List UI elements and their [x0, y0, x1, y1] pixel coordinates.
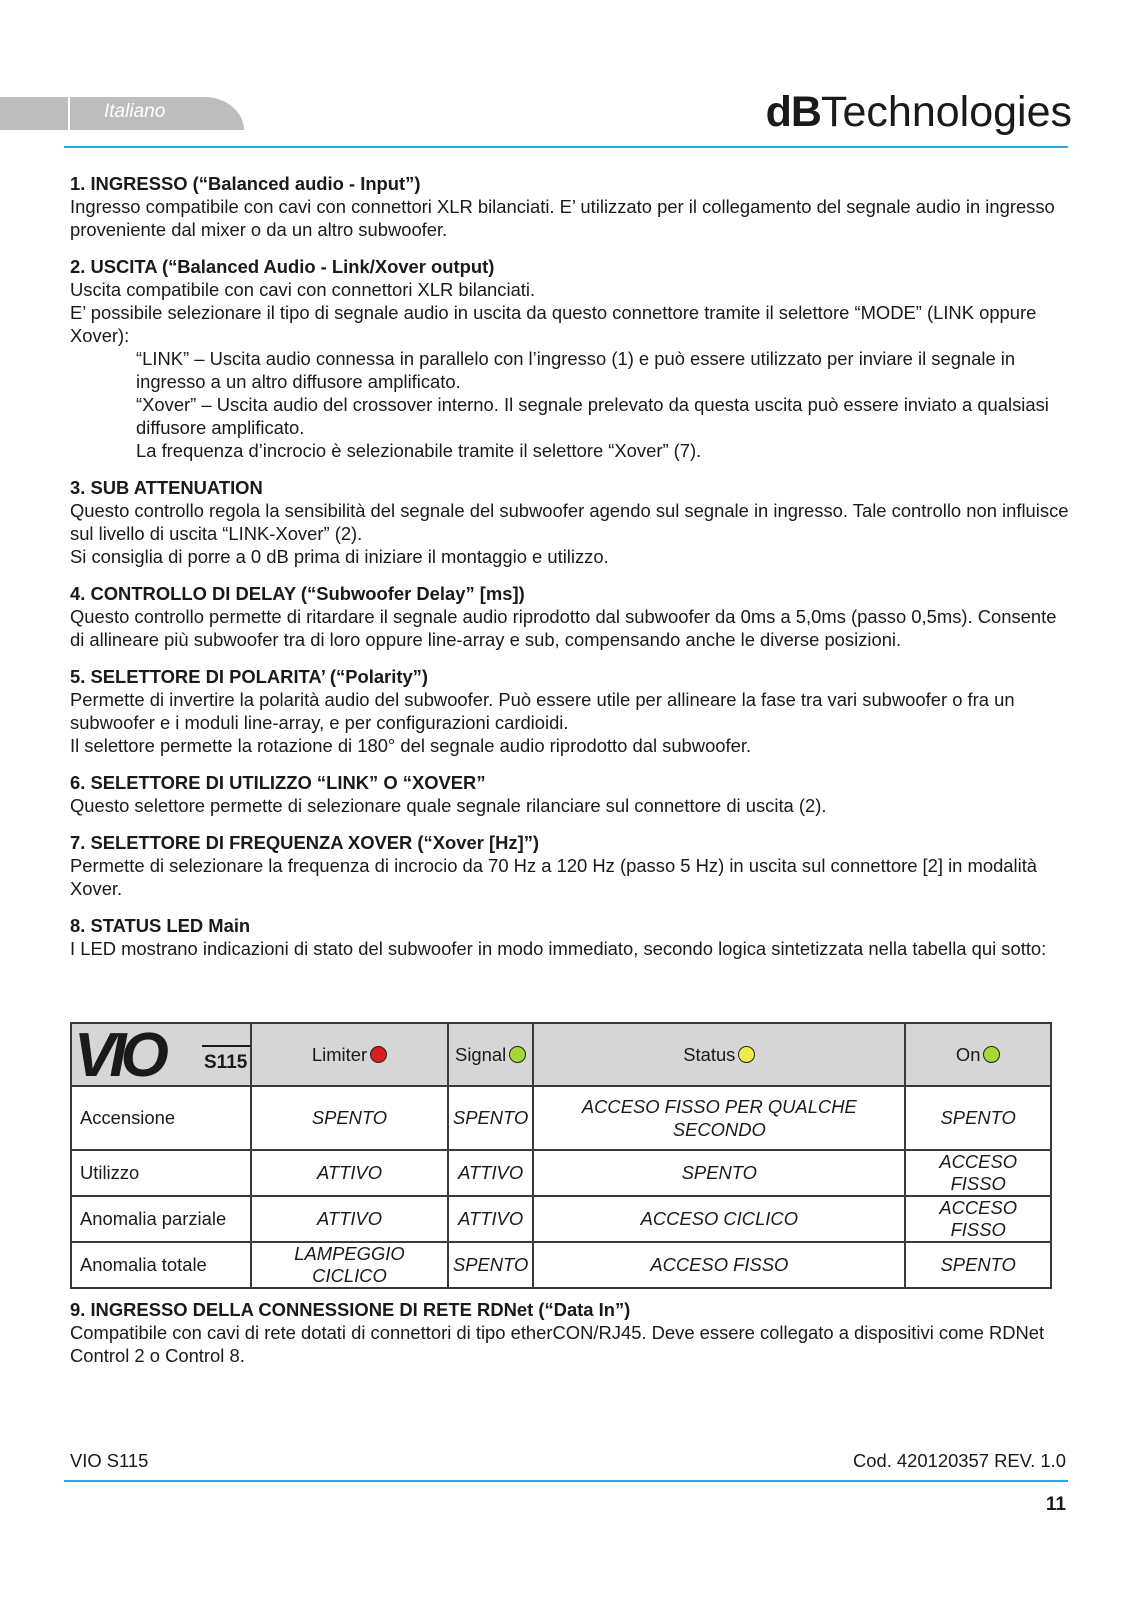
paragraph: Permette di selezionare la frequenza di incrocio da 70 Hz a 120 Hz (passo 5 Hz) in uscita sul connettore [2] in modalità Xover. [70, 855, 1038, 899]
section-input [70, 172, 1070, 241]
row-label: Anomalia totale [71, 1242, 251, 1288]
header-label: Signal [455, 1043, 507, 1065]
table-cell: SPENTO [905, 1242, 1051, 1288]
section-heading: 4. CONTROLLO DI DELAY (“Subwoofer Delay” [ms]) [70, 583, 525, 604]
header-label: Status [683, 1043, 736, 1065]
paragraph: Ingresso compatibile con cavi con connettori XLR bilanciati. E’ utilizzato per il collegamento del segnale audio in ingresso proveniente dal mixer o da un altro subwoofer. [70, 196, 1055, 240]
indented-paragraph: “LINK” – Uscita audio connessa in parallelo con l’ingresso (1) e può essere utilizzato per inviare il segnale in ingresso a un altro diffusore amplificato. [136, 348, 1016, 392]
section-heading: 3. SUB ATTENUATION [70, 477, 263, 498]
indented-paragraph: La frequenza d’incrocio è selezionabile tramite il selettore “Xover” (7). [136, 440, 702, 461]
section-heading: 9. INGRESSO DELLA CONNESSIONE DI RETE RDNet (“Data In”) [70, 1299, 631, 1320]
language-label: Italiano [104, 101, 166, 122]
vio-model-text: S115 [204, 1052, 248, 1073]
led-status-table [70, 1022, 1052, 1289]
table-header-row [71, 1023, 1051, 1086]
paragraph: I LED mostrano indicazioni di stato del subwoofer in modo immediato, secondo logica sintetizzata nella tabella qui sotto: [70, 938, 1047, 959]
paragraph: Il selettore permette la rotazione di 180° del segnale audio riprodotto dal subwoofer. [70, 735, 752, 756]
section-sub-attenuation [70, 476, 1070, 568]
brand-logo-bold: dB [765, 88, 821, 136]
brand-logo-text: Technologies [820, 88, 1072, 136]
section-polarity [70, 665, 1070, 757]
table-cell: SPENTO [533, 1150, 905, 1196]
signal-led-icon [509, 1046, 526, 1063]
brand-logo [766, 84, 1072, 140]
section-heading: 7. SELETTORE DI FREQUENZA XOVER (“Xover [Hz]”) [70, 832, 540, 853]
paragraph: Uscita compatibile con cavi con connettori XLR bilanciati. [70, 279, 536, 300]
footer-rule [64, 1480, 1068, 1482]
paragraph: Si consiglia di porre a 0 dB prima di iniziare il montaggio e utilizzo. [70, 546, 609, 567]
section-delay [70, 582, 1070, 651]
section-heading: 2. USCITA (“Balanced Audio - Link/Xover output) [70, 256, 495, 277]
table-cell: ATTIVO [251, 1196, 448, 1242]
section-xover-frequency [70, 831, 1070, 900]
table-cell: ATTIVO [251, 1150, 448, 1196]
row-label: Accensione [71, 1086, 251, 1150]
section-network-input [70, 1298, 1070, 1381]
table-cell: SPENTO [448, 1242, 533, 1288]
paragraph: Questo selettore permette di selezionare quale segnale rilanciare sul connettore di uscita (2). [70, 795, 827, 816]
table-row [71, 1242, 1051, 1288]
section-rdnet [70, 1298, 1070, 1367]
section-output [70, 255, 1070, 462]
header-limiter [251, 1023, 448, 1086]
header-label: Limiter [311, 1043, 368, 1065]
on-led-icon [983, 1046, 1000, 1063]
paragraph: Questo controllo regola la sensibilità del segnale del subwoofer agendo sul segnale in ingresso. Tale controllo non influisce sul livello di uscita “LINK-Xover” (2). [70, 500, 1069, 544]
header-on [905, 1023, 1051, 1086]
vio-logo-text: VIO [74, 1024, 163, 1080]
status-led-icon [738, 1046, 755, 1063]
footer-code: Cod. 420120357 REV. 1.0 [852, 1450, 1066, 1471]
table-row [71, 1196, 1051, 1242]
table-cell: SPENTO [448, 1086, 533, 1150]
header-rule [64, 146, 1068, 148]
header-status [533, 1023, 905, 1086]
table-cell: ACCESO FISSO PER QUALCHE SECONDO [533, 1086, 905, 1150]
table-cell: ACCESO FISSO [905, 1150, 1051, 1196]
table-row [71, 1086, 1051, 1150]
section-heading: 6. SELETTORE DI UTILIZZO “LINK” O “XOVER” [70, 772, 486, 793]
row-label: Utilizzo [71, 1150, 251, 1196]
table-cell: SPENTO [905, 1086, 1051, 1150]
table-cell: ACCESO FISSO [533, 1242, 905, 1288]
main-content [70, 172, 1070, 974]
header-signal [448, 1023, 533, 1086]
vio-logo-graphic [72, 1024, 250, 1080]
section-mode-selector [70, 771, 1070, 817]
page-number: 11 [1045, 1494, 1066, 1515]
table-cell: LAMPEGGIO CICLICO [251, 1242, 448, 1288]
section-status-led [70, 914, 1070, 960]
paragraph: Questo controllo permette di ritardare il segnale audio riprodotto dal subwoofer da 0ms a 5,0ms (passo 0,5ms). Consente di allineare più subwoofer tra di loro oppure line-array e sub, compensando anche le diverse posizioni. [70, 606, 1057, 650]
table-cell: ACCESO FISSO [905, 1196, 1051, 1242]
paragraph: Compatibile con cavi di rete dotati di connettori di tipo etherCON/RJ45. Deve essere collegato a dispositivi come RDNet Control 2 o Control 8. [70, 1322, 1045, 1366]
table-cell: ATTIVO [448, 1150, 533, 1196]
indented-paragraph: “Xover” – Uscita audio del crossover interno. Il segnale prelevato da questa uscita può essere inviato a qualsiasi diffusore amplificato. [136, 394, 1049, 438]
table-cell: ACCESO CICLICO [533, 1196, 905, 1242]
header-label: On [955, 1043, 981, 1065]
table-cell: SPENTO [251, 1086, 448, 1150]
vio-logo [71, 1023, 251, 1086]
section-heading: 1. INGRESSO (“Balanced audio - Input”) [70, 173, 421, 194]
limiter-led-icon [370, 1046, 387, 1063]
footer-model: VIO S115 [70, 1450, 149, 1471]
paragraph: Permette di invertire la polarità audio del subwoofer. Può essere utile per allineare la fase tra vari subwoofer o fra un subwoofer e i moduli line-array, e per configurazioni cardioidi. [70, 689, 1015, 733]
section-heading: 5. SELETTORE DI POLARITA’ (“Polarity”) [70, 666, 428, 687]
tab-divider [68, 97, 70, 130]
language-tab [0, 97, 244, 130]
row-label: Anomalia parziale [71, 1196, 251, 1242]
table-cell: ATTIVO [448, 1196, 533, 1242]
paragraph: E’ possibile selezionare il tipo di segnale audio in uscita da questo connettore tramite il selettore “MODE” (LINK oppure Xover): [70, 302, 1037, 346]
table-row [71, 1150, 1051, 1196]
section-heading: 8. STATUS LED Main [70, 915, 251, 936]
